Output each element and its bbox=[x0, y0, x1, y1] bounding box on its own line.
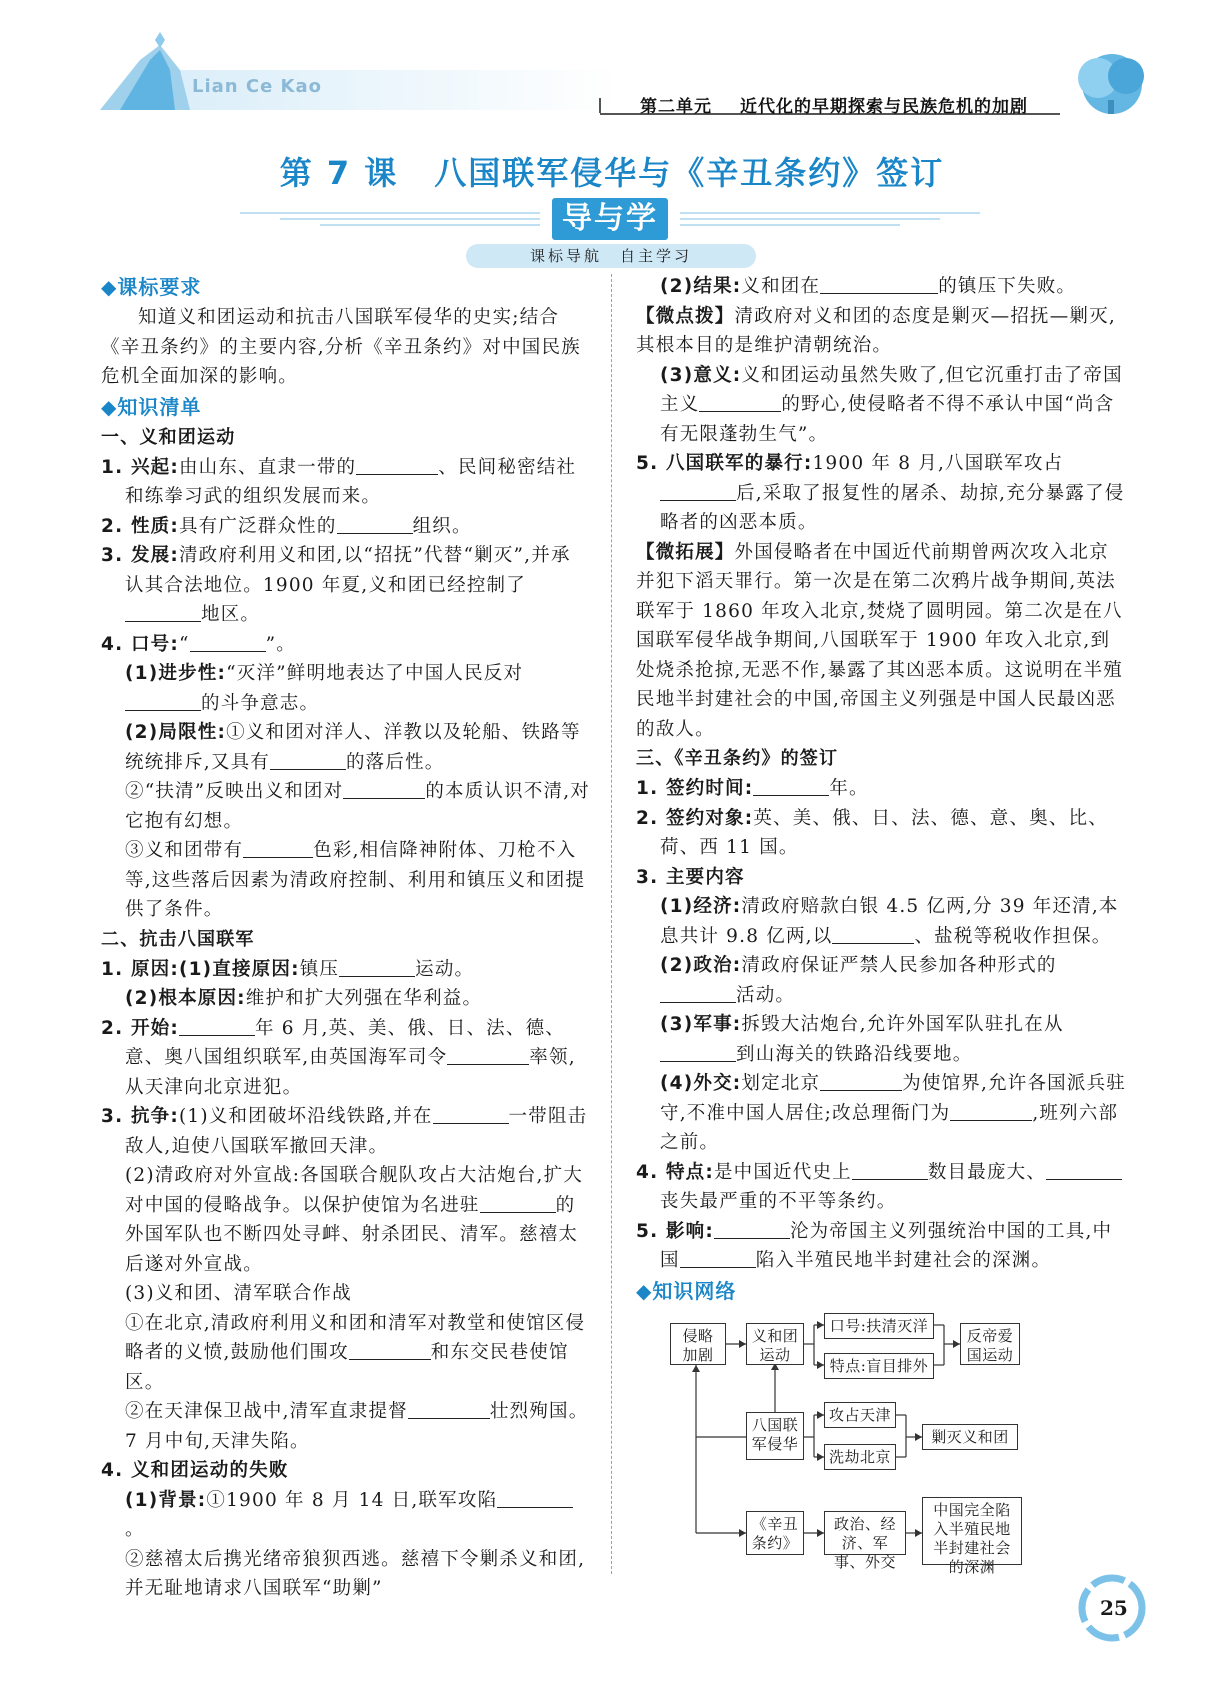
item-sign-time: 1. 签约时间: 年。 bbox=[636, 778, 869, 799]
banner-lines-left bbox=[240, 207, 540, 231]
item-nature: 2. 性质:具有广泛群众性的 组织。 bbox=[101, 515, 472, 537]
node-feature: 特点:盲目排外 bbox=[824, 1353, 934, 1379]
item-politics: (2)政治:清政府保证严禁人民参加各种形式的活动。 bbox=[660, 955, 1057, 1006]
item-background: (1)背景:①1900 年 8 月 14 日,联军攻陷。 bbox=[101, 1486, 590, 1545]
item-impact: 5. 影响: 沦为帝国主义列强统治中国的工具,中国 陷入半殖民地半封建社会的深渊。 bbox=[636, 1220, 1113, 1271]
tip-box: 【微点拨】清政府对义和团的态度是剿灭—招抚—剿灭,其根本目的是维护清朝统治。 bbox=[636, 305, 1116, 356]
node-xinchou: 《辛丑条约》 bbox=[746, 1511, 804, 1555]
banner-pill: 课标导航 自主学习 bbox=[466, 244, 756, 268]
item-resistance: 3. 抗争:(1)义和团破坏沿线铁路,并在 一带阻击敌人,迫使八国联军撤回天津。 bbox=[101, 1106, 588, 1157]
node-anti-imperialism: 反帝爱国运动 bbox=[960, 1323, 1020, 1365]
blank[interactable] bbox=[125, 603, 201, 622]
node-abyss: 中国完全陷入半殖民地半封建社会的深渊 bbox=[922, 1497, 1022, 1565]
item-result: (2)结果:义和团在 的镇压下失败。 bbox=[660, 276, 1077, 297]
column-divider bbox=[611, 274, 612, 1574]
item-origin: 1. 兴起:由山东、直隶一带的 、民间秘密结社和练拳习武的组织发展而来。 bbox=[101, 456, 577, 507]
item-tianjin: ②在天津保卫战中,清军直隶提督 壮烈殉国。7 月中旬,天津失陷。 bbox=[125, 1401, 589, 1452]
blank[interactable] bbox=[950, 1102, 1032, 1121]
node-slogan: 口号:扶清灭洋 bbox=[824, 1313, 934, 1339]
unit-number: 第二单元 bbox=[640, 97, 712, 117]
unit-title: 近代化的早期探索与民族危机的加剧 bbox=[740, 97, 1028, 117]
blank[interactable] bbox=[660, 1043, 736, 1062]
item-failure: 4. 义和团运动的失败 bbox=[101, 1460, 289, 1481]
blank[interactable] bbox=[820, 275, 938, 294]
blank[interactable] bbox=[660, 482, 736, 501]
blank[interactable] bbox=[820, 1072, 902, 1091]
item-limitation: (2)局限性:①义和团对洋人、洋教以及轮船、铁路等统统排斥,又具有 的落后性。 bbox=[125, 722, 581, 773]
brand-text: Lian Ce Kao bbox=[192, 76, 323, 97]
node-boxer-movement: 义和团运动 bbox=[746, 1323, 804, 1365]
blank[interactable] bbox=[343, 780, 425, 799]
node-suppress: 剿灭义和团 bbox=[922, 1424, 1018, 1450]
node-eight-nation: 八国联军侵华 bbox=[746, 1412, 804, 1460]
blank[interactable] bbox=[497, 1489, 573, 1508]
banner-label: 导与学 bbox=[552, 198, 668, 240]
curriculum-text: 知道义和团运动和抗击八国联军侵华的史实;结合《辛丑条约》的主要内容,分析《辛丑条约》对中国民族危机全面加深的影响。 bbox=[101, 307, 581, 387]
item-atrocities: 5. 八国联军的暴行:1900 年 8 月,八国联军攻占后,采取了报复性的屠杀、劫掠,充分暴露了侵略者的凶恶本质。 bbox=[636, 453, 1125, 533]
blank[interactable] bbox=[349, 1341, 431, 1360]
knowledge-diagram bbox=[660, 1307, 1100, 1575]
item-beijing-siege: ①在北京,清政府利用义和团和清军对教堂和使馆区侵略者的义愤,鼓励他们围攻 和东交民巷使馆区。 bbox=[125, 1312, 586, 1393]
node-aspects: 政治、经济、军事、外交 bbox=[824, 1511, 906, 1555]
item-economy: (1)经济:清政府赔款白银 4.5 亿两,分 39 年还清,本息共计 9.8 亿两,以 、盐税等税收作担保。 bbox=[660, 896, 1119, 947]
blank[interactable] bbox=[447, 1046, 529, 1065]
item-root-cause: (2)根本原因:维护和扩大列强在华利益。 bbox=[125, 988, 483, 1009]
item-start: 2. 开始: 年 6 月,英、美、俄、日、法、德、意、奥八国组织联军,由英国海军司令 率领,从天津向北京进犯。 bbox=[101, 1017, 576, 1098]
blank[interactable] bbox=[433, 1105, 509, 1124]
page-number: 25 bbox=[1100, 1596, 1128, 1620]
part-one-title: 一、义和团运动 bbox=[101, 426, 236, 448]
lesson-name: 八国联军侵华与《辛丑条约》签订 bbox=[434, 154, 945, 192]
node-aggression: 侵略加剧 bbox=[670, 1323, 726, 1365]
item-development: 3. 发展:清政府利用义和团,以“招抚”代替“剿灭”,并承认其合法地位。1900 年夏,义和团已经控制了地区。 bbox=[101, 545, 571, 625]
banner-lines-right bbox=[680, 207, 980, 231]
blank[interactable] bbox=[480, 1194, 556, 1213]
unit-heading bbox=[640, 92, 1028, 117]
part-three-title: 三、《辛丑条约》的签订 bbox=[636, 748, 839, 769]
header-decoration bbox=[0, 0, 1224, 140]
blank[interactable] bbox=[699, 393, 781, 412]
blank[interactable] bbox=[832, 925, 914, 944]
blank[interactable] bbox=[179, 1017, 255, 1036]
section-knowledge: ◆知识清单 bbox=[101, 394, 202, 419]
item-limitation-2: ②“扶清”反映出义和团对 的本质认识不清,对它抱有幻想。 bbox=[125, 781, 591, 832]
blank[interactable] bbox=[125, 692, 201, 711]
part-two-title: 二、抗击八国联军 bbox=[101, 928, 255, 950]
item-main-content: 3. 主要内容 bbox=[636, 866, 745, 888]
blank[interactable] bbox=[243, 839, 313, 858]
item-declare-war: (2)清政府对外宣战:各国联合舰队攻占大沽炮台,扩大对中国的侵略战争。以保护使馆为名进驻 的外国军队也不断四处寻衅、射杀团民、清军。慈禧太后遂对外宣战。 bbox=[125, 1165, 584, 1275]
blank[interactable] bbox=[356, 456, 438, 475]
lesson-number: 第 7 课 bbox=[279, 154, 399, 192]
item-joint-fight: (3)义和团、清军联合作战 bbox=[125, 1283, 352, 1304]
blank[interactable] bbox=[680, 1249, 756, 1268]
item-significance: (3)意义:义和团运动虽然失败了,但它沉重打击了帝国主义 的野心,使侵略者不得不承认中国“尚含有无限蓬勃生气”。 bbox=[660, 364, 1123, 445]
blank[interactable] bbox=[714, 1220, 790, 1239]
node-beijing: 洗劫北京 bbox=[824, 1444, 896, 1470]
blank[interactable] bbox=[660, 984, 736, 1003]
blank[interactable] bbox=[337, 515, 413, 534]
blank[interactable] bbox=[339, 958, 415, 977]
item-progressive: (1)进步性:“灭洋”鲜明地表达了中国人民反对的斗争意志。 bbox=[125, 663, 524, 714]
blank[interactable] bbox=[753, 777, 829, 796]
section-curriculum: ◆课标要求 bbox=[101, 275, 202, 299]
item-cixi-flee: ②慈禧太后携光绪帝狼狈西逃。慈禧下令剿杀义和团,并无耻地请求八国联军“助剿” bbox=[125, 1548, 586, 1599]
blank[interactable] bbox=[852, 1161, 928, 1180]
item-diplomacy: (4)外交:划定北京 为使馆界,允许各国派兵驻守,不准中国人居住;改总理衙门为 ,班列六部之前。 bbox=[660, 1073, 1126, 1153]
section-network: ◆知识网络 bbox=[636, 1278, 737, 1303]
right-column bbox=[636, 272, 1126, 1307]
item-slogan: 4. 口号:“ ”。 bbox=[101, 633, 296, 655]
item-sign-parties: 2. 签约对象:英、美、俄、日、法、德、意、奥、比、荷、西 11 国。 bbox=[636, 807, 1108, 858]
item-military: (3)军事:拆毁大沽炮台,允许外国军队驻扎在从到山海关的铁路沿线要地。 bbox=[660, 1014, 1064, 1065]
left-column bbox=[101, 272, 590, 1604]
blank[interactable] bbox=[270, 751, 346, 770]
extension-box: 【微拓展】外国侵略者在中国近代前期曾两次攻入北京并犯下滔天罪行。第一次是在第二次鸦片战争期间,英法联军于 1860 年攻入北京,焚烧了圆明园。第二次是在八国联军侵华战争期间,八国联军于 1900 年攻入北京,到处烧杀抢掠,无恶不作,暴露了其凶恶本质。这说明在半殖民地半封建社会的中国,帝国主义列强是中国人民最凶恶的敌人。 bbox=[636, 541, 1123, 740]
lesson-title bbox=[0, 148, 1224, 194]
blank[interactable] bbox=[1046, 1161, 1122, 1180]
item-feature: 4. 特点:是中国近代史上 数目最庞大、丧失最严重的不平等条约。 bbox=[636, 1158, 1126, 1217]
item-cause: 1. 原因:(1)直接原因:镇压 运动。 bbox=[101, 958, 475, 980]
node-tianjin: 攻占天津 bbox=[824, 1402, 896, 1428]
blank[interactable] bbox=[408, 1400, 490, 1419]
blank[interactable] bbox=[190, 633, 266, 652]
item-limitation-3: ③义和团带有 色彩,相信降神附体、刀枪不入等,这些落后因素为清政府控制、利用和镇压义和团提供了条件。 bbox=[125, 840, 586, 920]
